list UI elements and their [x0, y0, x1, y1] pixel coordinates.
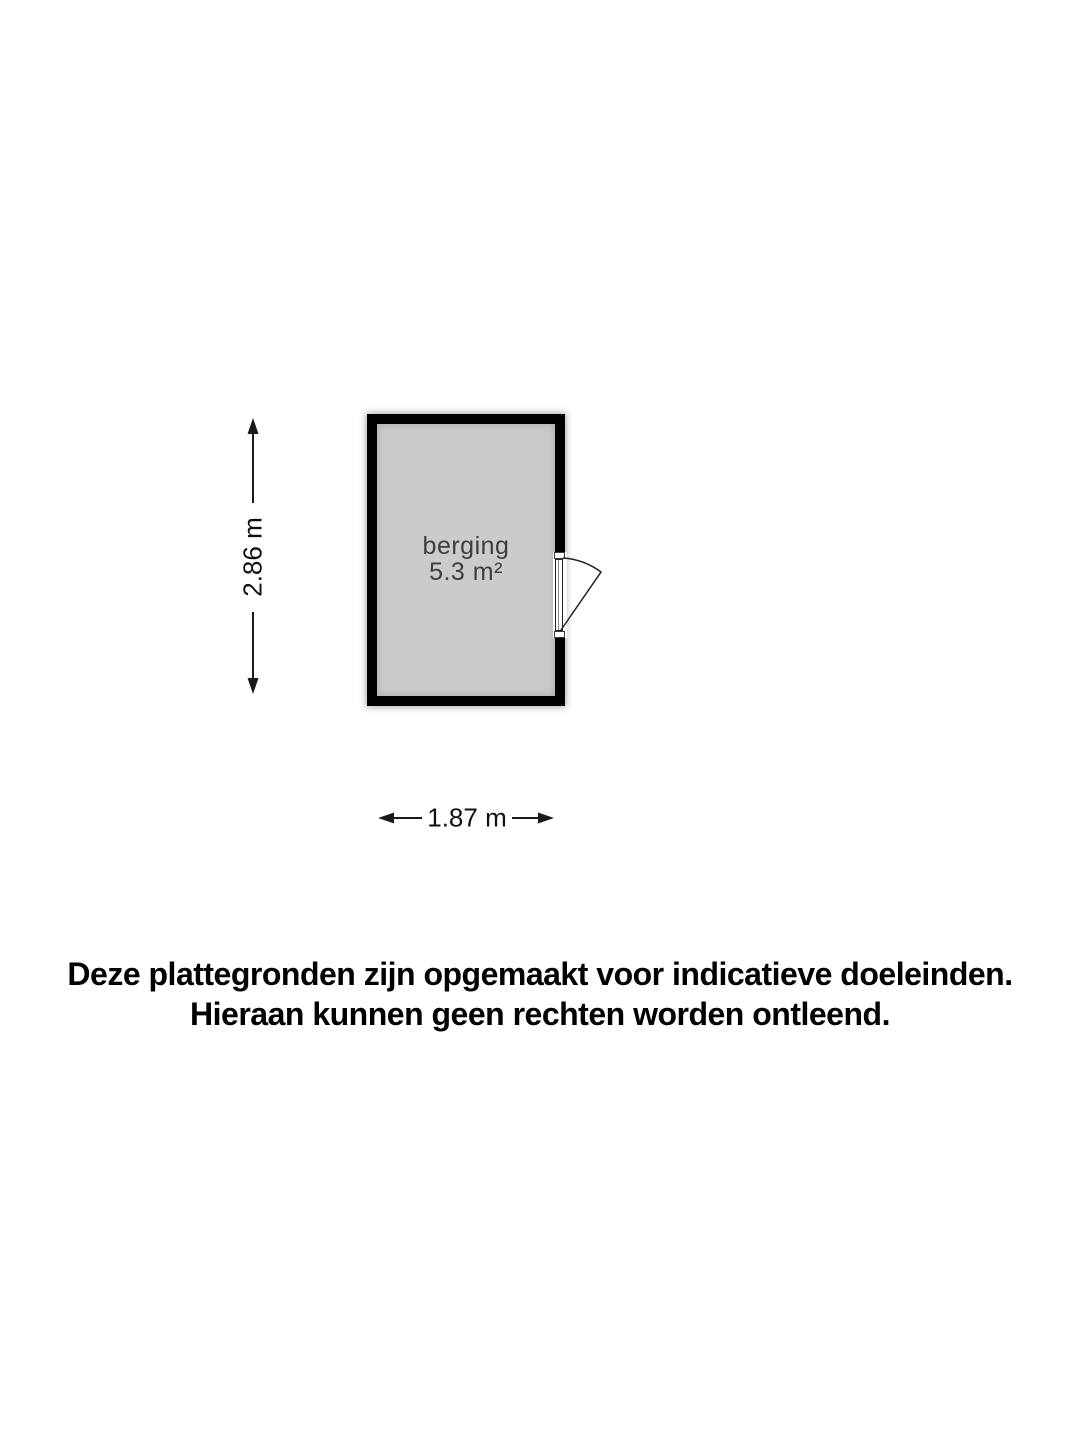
door-jamb-top	[554, 552, 565, 559]
room-area: 5.3 m²	[429, 558, 503, 586]
door-swing-arc-icon	[561, 558, 601, 630]
door-leaf-panel-line	[558, 560, 559, 630]
disclaimer-text	[0, 954, 1080, 1034]
disclaimer-line-2: Hieraan kunnen geen rechten worden ontleend.	[190, 996, 890, 1032]
door-jamb-bottom	[554, 631, 565, 638]
width-dimension-label: 1.87 m	[427, 802, 507, 833]
arrow-down-icon	[248, 678, 259, 694]
door-leaf	[555, 559, 563, 631]
arrow-up-icon	[248, 418, 259, 434]
height-dimension-label: 2.86 m	[237, 517, 268, 597]
arrow-left-icon	[378, 813, 394, 824]
disclaimer-line-1: Deze plattegronden zijn opgemaakt voor indicatieve doeleinden.	[67, 956, 1013, 992]
room-name: berging	[422, 532, 510, 560]
room-label	[377, 533, 555, 585]
arrow-right-icon	[538, 813, 554, 824]
